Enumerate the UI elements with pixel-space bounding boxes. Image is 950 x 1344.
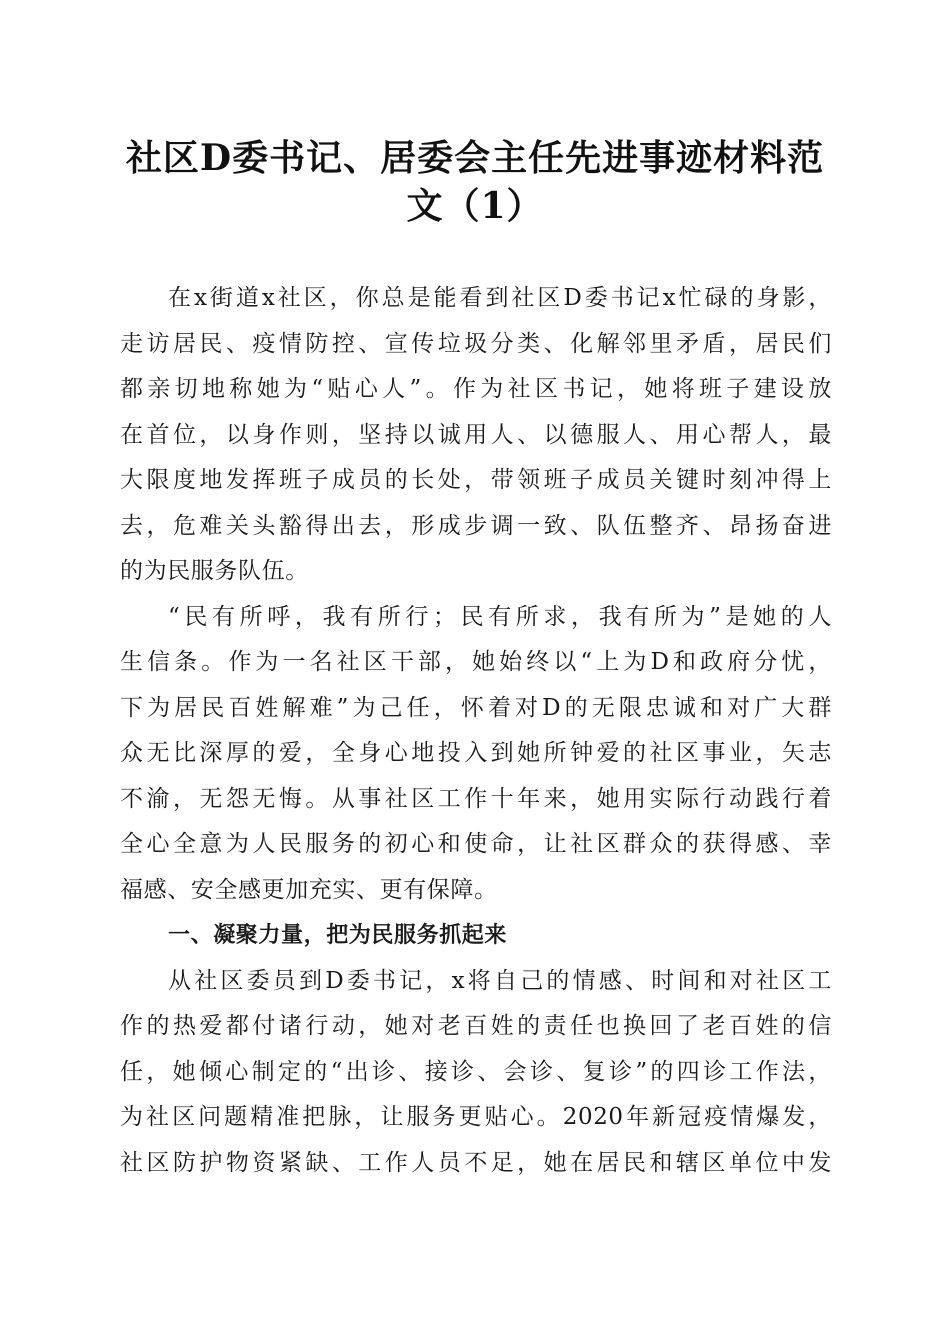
body-line: 福感、安全感更加充实、更有保障。 — [120, 876, 498, 903]
body-line: “民有所呼，我有所行；民有所求，我有所为”是她的人 — [168, 603, 832, 630]
body-line: 大限度地发挥班子成员的长处，带领班子成员关键时刻冲得上 — [120, 467, 832, 493]
body-line: 作的热爱都付诸行动，她对老百姓的责任也换回了老百姓的信 — [120, 1013, 832, 1039]
body-line: 从社区委员到D委书记，x将自己的情感、时间和对社区工 — [168, 967, 832, 994]
body-line: 都亲切地称她为“贴心人”。作为社区书记，她将班子建设放 — [120, 376, 832, 402]
body-line: 的为民服务队伍。 — [120, 558, 309, 584]
body-line: 任，她倾心制定的“出诊、接诊、会诊、复诊”的四诊工作法， — [120, 1058, 832, 1085]
body-line: 生信条。作为一名社区干部，她始终以“上为D和政府分忧， — [120, 649, 832, 675]
body-line: 在首位，以身作则，坚持以诚用人、以德服人、用心帮人，最 — [120, 421, 832, 448]
body-line: 下为居民百姓解难”为己任，怀着对D的无限忠诚和对广大群 — [120, 694, 832, 721]
body-line: 去，危难关头豁得出去，形成步调一致、队伍整齐、昂扬奋进 — [120, 512, 832, 539]
section-heading: 一、凝聚力量，把为民服务抓起来 — [168, 923, 508, 948]
document-title-line-1: 社区D委书记、居委会主任先进事迹材料范 — [125, 137, 825, 179]
body-line: 不渝，无怨无悔。从事社区工作十年来，她用实际行动践行着 — [120, 785, 832, 812]
body-line: 为社区问题精准把脉，让服务更贴心。2020年新冠疫情爆发， — [120, 1104, 832, 1130]
body-line: 众无比深厚的爱，全身心地投入到她所钟爱的社区事业，矢志 — [120, 740, 832, 766]
document-body — [120, 276, 832, 1186]
document-title-line-2: 文（1） — [406, 185, 544, 227]
body-line: 走访居民、疫情防控、宣传垃圾分类、化解邻里矛盾，居民们 — [120, 330, 832, 357]
document-title — [120, 134, 830, 230]
body-line: 全心全意为人民服务的初心和使命，让社区群众的获得感、幸 — [120, 831, 832, 857]
body-line: 社区防护物资紧缺、工作人员不足，她在居民和辖区单位中发 — [120, 1149, 832, 1176]
body-line: 在x街道x社区，你总是能看到社区D委书记x忙碌的身影， — [168, 285, 832, 311]
